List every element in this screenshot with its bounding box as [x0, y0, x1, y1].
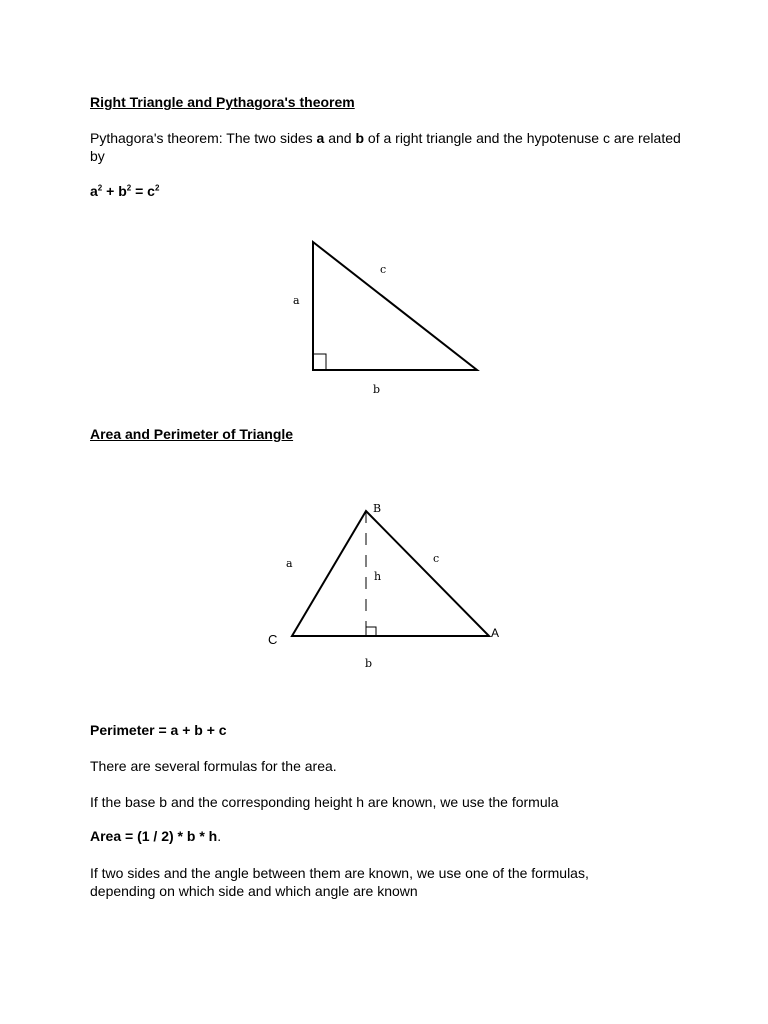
vertex-label-B: B — [373, 502, 382, 515]
height-label-h: h — [374, 570, 382, 583]
general-triangle-shape — [292, 511, 489, 636]
formula-plus-b: + b — [102, 183, 127, 199]
intro-var-a: a — [316, 130, 325, 146]
intro-var-b: b — [355, 130, 365, 146]
formula-eq-c: = c — [131, 183, 155, 199]
intro-and: and — [324, 130, 356, 146]
right-triangle-shape — [313, 242, 477, 370]
formula-exp-1: 2 — [97, 183, 103, 193]
two-sides-angle-text: If two sides and the angle between them are known, we use one of the formulas, depending on which side and which angle are known — [90, 865, 589, 899]
intro-text-1: Pythagora's theorem: The two sides — [90, 130, 317, 146]
formula-exp-3: 2 — [154, 183, 160, 193]
section-heading-pythagoras: Right Triangle and Pythagora's theorem — [90, 94, 355, 110]
section-heading-area-perimeter: Area and Perimeter of Triangle — [90, 426, 294, 442]
formula-a: a — [90, 183, 98, 199]
formula-exp-2: 2 — [126, 183, 132, 193]
right-triangle-label-a: a — [293, 294, 300, 307]
right-triangle-label-c: c — [380, 263, 387, 276]
side-label-b: b — [365, 657, 373, 670]
area-formula-line — [90, 828, 221, 844]
base-height-text: If the base b and the corresponding height h are known, we use the formula — [90, 794, 559, 810]
height-right-angle-marker — [366, 627, 376, 636]
right-angle-marker — [313, 354, 326, 370]
vertex-label-C: C — [268, 632, 278, 647]
vertex-label-A: A — [491, 626, 500, 640]
area-formula-period: . — [217, 828, 222, 844]
intro-text-2: of a right triangle and the hypotenuse c are related by — [90, 130, 681, 164]
right-triangle-label-b: b — [373, 383, 381, 396]
side-label-a: a — [286, 557, 293, 570]
side-label-c: c — [433, 552, 440, 565]
perimeter-formula: Perimeter = a + b + c — [90, 722, 227, 738]
area-formula: Area = (1 / 2) * b * h — [90, 828, 218, 844]
several-formulas-text: There are several formulas for the area. — [90, 758, 337, 774]
